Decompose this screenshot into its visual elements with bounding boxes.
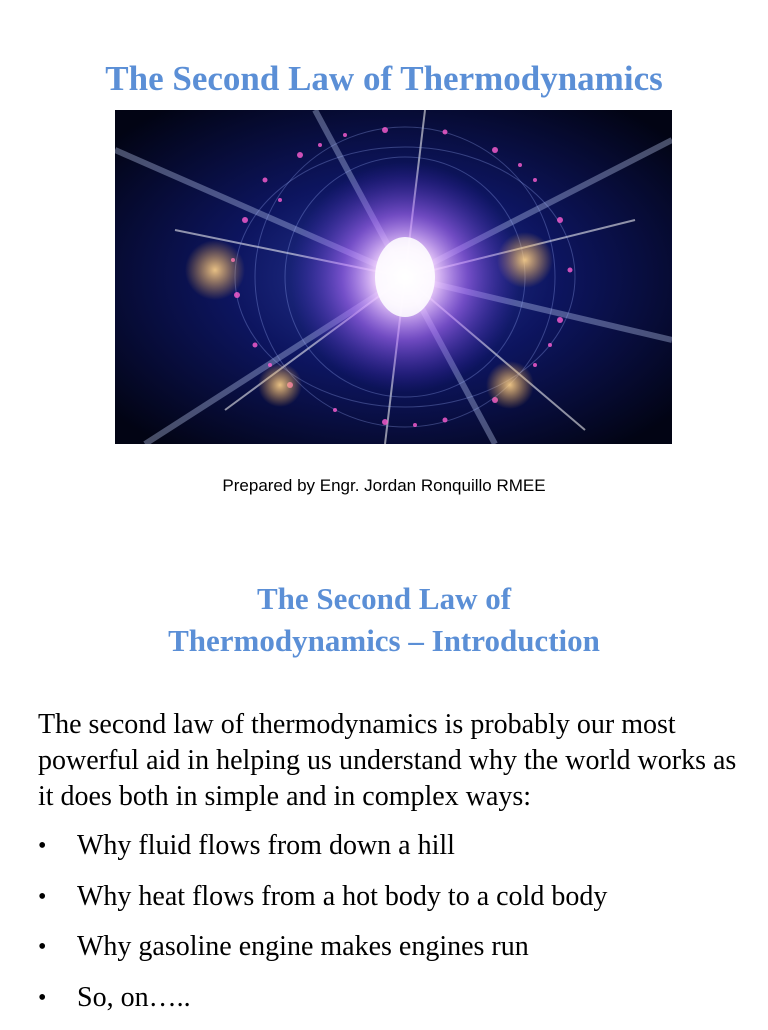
- bullet-text: Why fluid flows from down a hill: [77, 830, 455, 861]
- bullet-item: [38, 980, 738, 1016]
- bullet-icon: •: [38, 833, 47, 859]
- bullet-list: [38, 828, 738, 1030]
- introduction-title: [0, 578, 768, 662]
- author-credit: Prepared by Engr. Jordan Ronquillo RMEE: [222, 476, 546, 495]
- bullet-item: [38, 929, 738, 965]
- bullet-icon: •: [38, 883, 47, 910]
- introduction-title-line-2: Thermodynamics – Introduction: [168, 623, 600, 658]
- bullet-item: [38, 879, 738, 915]
- bullet-item: [38, 828, 738, 864]
- introduction-title-line-1: The Second Law of: [256, 581, 512, 616]
- slide-title: The Second Law of Thermodynamics: [105, 59, 663, 98]
- bullet-text: So, on…..: [77, 981, 191, 1013]
- bullet-icon: •: [38, 984, 47, 1011]
- introduction-paragraph: The second law of thermodynamics is probably our most powerful aid in helping us understand why the world works as it does both in simple and in complex ways:: [38, 709, 737, 812]
- bullet-icon: •: [38, 934, 47, 960]
- bullet-text: Why gasoline engine makes engines run: [77, 931, 529, 962]
- energy-burst-image: [115, 110, 672, 444]
- bullet-text: Why heat flows from a hot body to a cold body: [77, 880, 608, 912]
